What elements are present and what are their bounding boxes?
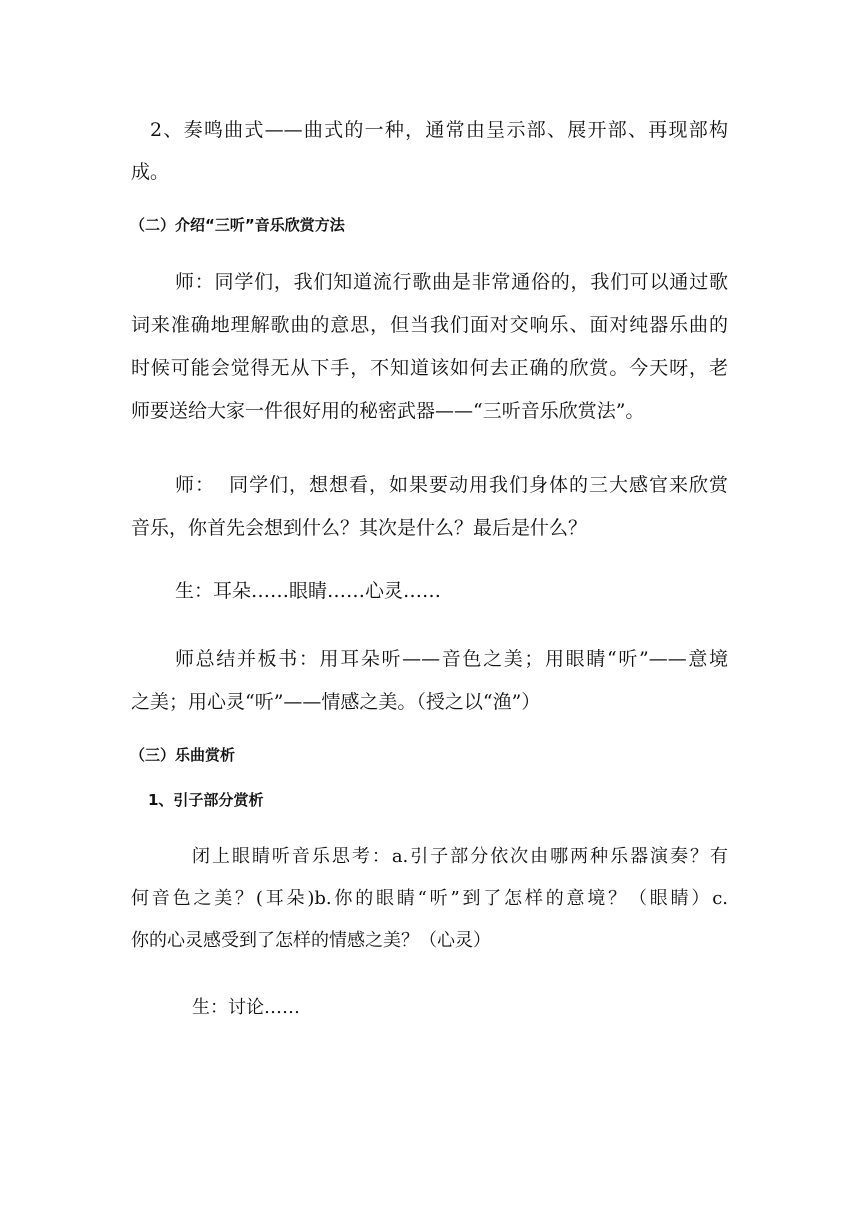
paragraph-teacher-summary-line-2: 之美；用心灵“听”——情感之美。（授之以“渔”）: [131, 691, 541, 713]
section-heading-two: （二）介绍“三听”音乐欣赏方法: [130, 216, 345, 234]
paragraph-teacher-intro-line-1: 师：同学们，我们知道流行歌曲是非常通俗的，我们可以通过歌: [175, 271, 728, 293]
paragraph-teacher-question-line-2: 音乐，你首先会想到什么？其次是什么？最后是什么？: [131, 517, 588, 539]
paragraph-listening-task-line-3: 你的心灵感受到了怎样的情感之美？（心灵）: [131, 930, 491, 951]
paragraph-teacher-summary-line-1: 师总结并板书：用耳朵听——音色之美；用眼睛“听”——意境: [175, 648, 728, 670]
paragraph-teacher-question-line-1: 师： 同学们，想想看，如果要动用我们身体的三大感官来欣赏: [175, 474, 728, 496]
paragraph-teacher-intro-line-3: 时候可能会觉得无从下手，不知道该如何去正确的欣赏。今天呀，老: [131, 357, 728, 379]
paragraph-student-discuss: 生：讨论……: [192, 997, 300, 1018]
paragraph-sonata-form-line-1: 2、奏鸣曲式——曲式的一种，通常由呈示部、展开部、再现部构: [150, 119, 728, 141]
paragraph-teacher-intro-line-4: 师要送给大家一件很好用的秘密武器——“三听音乐欣赏法”。: [131, 400, 645, 422]
paragraph-listening-task-line-1: 闭上眼睛听音乐思考：a.引子部分依次由哪两种乐器演奏？有: [192, 846, 728, 867]
paragraph-listening-task-line-2: 何音色之美？(耳朵)b.你的眼睛“听”到了怎样的意境？（眼睛）c.: [131, 888, 728, 909]
paragraph-sonata-form-line-2: 成。: [131, 161, 170, 183]
section-heading-three: （三）乐曲赏析: [130, 746, 236, 764]
paragraph-student-answer: 生：耳朵……眼睛……心灵……: [175, 580, 442, 602]
paragraph-teacher-intro-line-2: 词来准确地理解歌曲的意思，但当我们面对交响乐、面对纯器乐曲的: [131, 314, 728, 336]
subsection-heading-intro: 1、引子部分赏析: [148, 791, 264, 809]
